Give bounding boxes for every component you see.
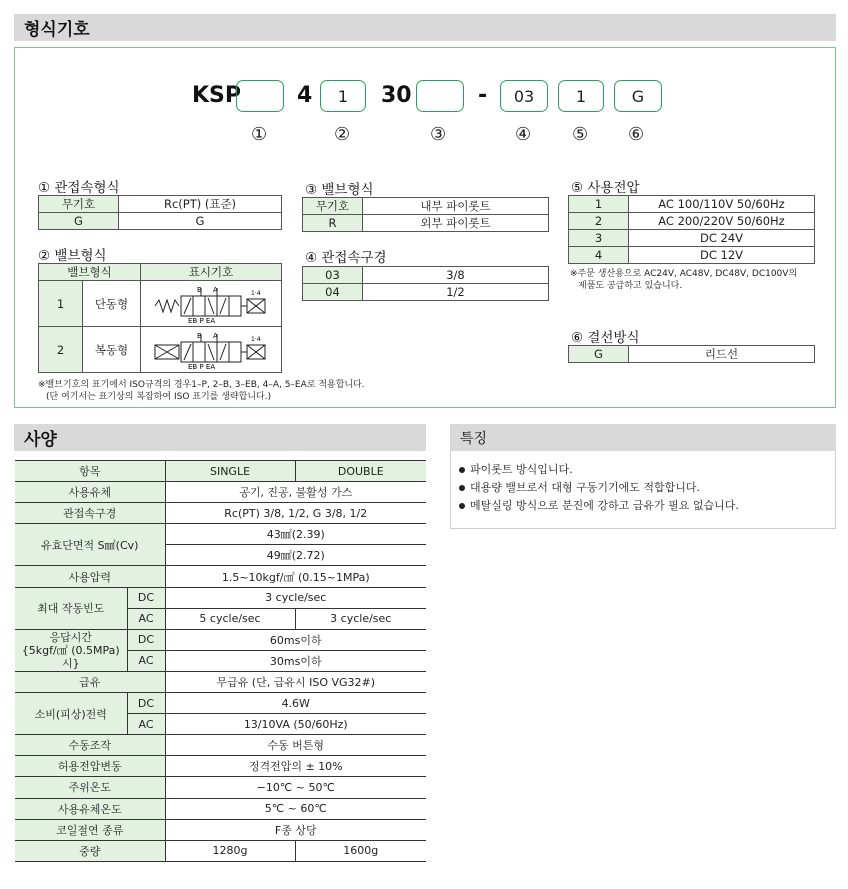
spec-freq-ac-single: 5 cycle/sec <box>165 608 295 629</box>
spec-conn-label: 관접속구경 <box>15 503 165 524</box>
t6-title: ⑥ 결선방식 <box>571 330 640 346</box>
spec-h-item: 항목 <box>15 461 165 482</box>
spec-conn-value: Rc(PT) 3/8, 1/2, G 3/8, 1/2 <box>165 503 426 524</box>
valve-note-line2: (단 여기서는 표기상의 복잡하여 ISO 표기를 생략합니다.) <box>46 392 272 402</box>
t1-title: ① 관접속형식 <box>38 180 120 196</box>
spec-freq-ac-double: 3 cycle/sec <box>295 608 426 629</box>
t1-r0-c0: 무기호 <box>39 196 119 213</box>
sym1-label-ports: EB P EA <box>188 316 216 324</box>
marker-2: ② <box>334 124 351 145</box>
t3-title: ③ 밸브형식 <box>305 182 374 198</box>
voltage-note <box>570 268 797 292</box>
sym1-label-a: A <box>213 285 218 294</box>
spec-coil-value: F종 상당 <box>165 819 426 840</box>
spec-h-double: DOUBLE <box>295 461 426 482</box>
code-part-30: 30 <box>381 83 412 108</box>
sym2-label-b: B <box>197 331 202 340</box>
spec-weight-double: 1600g <box>295 840 426 861</box>
section-header-model: 형식기호 <box>14 14 836 41</box>
spec-resp-label-2: {5kgf/㎠ (0.5MPa)시} <box>21 643 120 670</box>
voltage-note-line2: 제품도 공급하고 있습니다. <box>578 281 683 291</box>
code-box-5: 1 <box>558 80 604 112</box>
sym1-label-b: B <box>197 285 202 294</box>
features-list <box>450 461 836 515</box>
t5-r2-c1: DC 24V <box>629 230 815 247</box>
spec-manual-value: 수동 버튼형 <box>165 735 426 756</box>
t2-h1: 표시기호 <box>141 264 282 281</box>
marker-6: ⑥ <box>628 124 645 145</box>
marker-5: ⑤ <box>572 124 589 145</box>
spec-resp-dc-value: 60ms이하 <box>165 629 426 650</box>
t4-r0-c0: 03 <box>303 267 363 284</box>
t3-r0-c0: 무기호 <box>303 198 363 215</box>
spec-fluid-value: 공기, 진공, 불활성 가스 <box>165 482 426 503</box>
t1-r0-c1: Rc(PT) (표준) <box>119 196 282 213</box>
t5-title: ⑤ 사용전압 <box>571 180 640 196</box>
t4-r1-c1: 1/2 <box>363 284 549 301</box>
sym2-label-a: A <box>213 331 218 340</box>
spec-power-dc-value: 4.6W <box>165 693 426 714</box>
spec-coil-label: 코일절연 종류 <box>15 819 165 840</box>
spec-freq-label: 최대 작동빈도 <box>15 587 127 629</box>
sym2-label-ports: EB P EA <box>188 362 216 370</box>
marker-4: ④ <box>515 124 532 145</box>
double-valve-symbol <box>151 330 271 370</box>
t6-r0-c0: G <box>569 346 629 363</box>
t4-table <box>302 266 549 301</box>
section-header-features: 특징 <box>450 424 836 451</box>
t5-table <box>568 195 815 264</box>
spec-ftemp-value: 5℃ ~ 60℃ <box>165 798 426 819</box>
feature-item: 메탈실링 방식으로 분진에 강하고 급유가 필요 없습니다. <box>458 497 836 515</box>
t2-h0: 밸브형식 <box>39 264 141 281</box>
spec-volt-value: 정격전압의 ± 10% <box>165 756 426 777</box>
section-header-spec: 사양 <box>14 424 426 451</box>
t2-title: ② 밸브형식 <box>38 248 107 264</box>
spec-resp-ac-value: 30ms이하 <box>165 650 426 671</box>
model-code-row <box>0 80 848 112</box>
code-prefix: KSP <box>192 83 242 108</box>
t4-r0-c1: 3/8 <box>363 267 549 284</box>
spec-power-label: 소비(피상)전력 <box>15 693 127 735</box>
t2-r0-num: 1 <box>39 281 83 327</box>
spec-manual-label: 수동조작 <box>15 735 165 756</box>
spec-table <box>15 460 426 862</box>
spec-amb-value: −10℃ ~ 50℃ <box>165 777 426 798</box>
sym1-label-n14: 1·4 <box>251 289 261 297</box>
t1-table <box>38 195 282 230</box>
spec-resp-label <box>15 629 127 671</box>
t3-r1-c1: 외부 파이롯트 <box>363 215 549 232</box>
t5-r3-c1: DC 12V <box>629 247 815 264</box>
t2-r1-num: 2 <box>39 327 83 373</box>
sym2-label-n14: 1·4 <box>251 335 261 343</box>
spec-fluid-label: 사용유체 <box>15 482 165 503</box>
t3-r0-c1: 내부 파이롯트 <box>363 198 549 215</box>
spec-area-value-1: 43㎟(2.39) <box>165 524 426 545</box>
valve-note-line1: ※밸브기호의 표기에서 ISO규격의 경우1–P, 2–B, 3–EB, 4–A, 5–EA로 적용합니다. <box>38 380 365 390</box>
t4-title: ④ 관접속구경 <box>305 250 387 266</box>
spec-press-value: 1.5~10kgf/㎠ (0.15~1MPa) <box>165 566 426 587</box>
t3-table <box>302 197 549 232</box>
t6-table <box>568 345 815 363</box>
code-box-6: G <box>614 80 662 112</box>
t5-r2-c0: 3 <box>569 230 629 247</box>
single-valve-symbol <box>151 284 271 324</box>
code-box-4: 03 <box>500 80 548 112</box>
t6-r0-c1: 리드선 <box>629 346 815 363</box>
t5-r0-c1: AC 100/110V 50/60Hz <box>629 196 815 213</box>
t2-r0-name: 단동형 <box>83 281 141 327</box>
spec-lube-value: 무급유 (단, 급유시 ISO VG32#) <box>165 671 426 692</box>
spec-freq-ac-label: AC <box>127 608 165 629</box>
marker-1: ① <box>251 124 268 145</box>
t2-table <box>38 263 282 373</box>
voltage-note-line1: ※주문 생산용으로 AC24V, AC48V, DC48V, DC100V의 <box>570 269 798 279</box>
t5-r3-c0: 4 <box>569 247 629 264</box>
t1-r1-c0: G <box>39 213 119 230</box>
t5-r1-c0: 2 <box>569 213 629 230</box>
code-box-2: 1 <box>320 80 366 112</box>
spec-freq-dc-label: DC <box>127 587 165 608</box>
t5-r1-c1: AC 200/220V 50/60Hz <box>629 213 815 230</box>
spec-weight-label: 중량 <box>15 840 165 861</box>
spec-volt-label: 허용전압변동 <box>15 756 165 777</box>
spec-power-ac-label: AC <box>127 714 165 735</box>
spec-resp-ac-label: AC <box>127 650 165 671</box>
spec-power-ac-value: 13/10VA (50/60Hz) <box>165 714 426 735</box>
code-dash: - <box>478 83 488 108</box>
spec-press-label: 사용압력 <box>15 566 165 587</box>
spec-area-label: 유효단면적 S㎟(Cv) <box>15 524 165 566</box>
spec-area-value-2: 49㎟(2.72) <box>165 545 426 566</box>
spec-weight-single: 1280g <box>165 840 295 861</box>
spec-power-dc-label: DC <box>127 693 165 714</box>
t2-r0-symbol <box>141 281 282 327</box>
code-box-1 <box>236 80 284 112</box>
code-box-3 <box>416 80 464 112</box>
t2-r1-symbol <box>141 327 282 373</box>
valve-note <box>38 379 365 403</box>
spec-ftemp-label: 사용유체온도 <box>15 798 165 819</box>
marker-3: ③ <box>430 124 447 145</box>
t5-r0-c0: 1 <box>569 196 629 213</box>
spec-amb-label: 주위온도 <box>15 777 165 798</box>
t2-r1-name: 복동형 <box>83 327 141 373</box>
spec-resp-dc-label: DC <box>127 629 165 650</box>
spec-lube-label: 급유 <box>15 671 165 692</box>
feature-item: 대용량 밸브로서 대형 구동기기에도 적합합니다. <box>458 479 836 497</box>
code-part-4: 4 <box>297 83 313 108</box>
t4-r1-c0: 04 <box>303 284 363 301</box>
spec-h-single: SINGLE <box>165 461 295 482</box>
spec-freq-dc-value: 3 cycle/sec <box>165 587 426 608</box>
spec-resp-label-1: 응답시간 <box>49 630 92 644</box>
feature-item: 파이롯트 방식입니다. <box>458 461 836 479</box>
t3-r1-c0: R <box>303 215 363 232</box>
t1-r1-c1: G <box>119 213 282 230</box>
